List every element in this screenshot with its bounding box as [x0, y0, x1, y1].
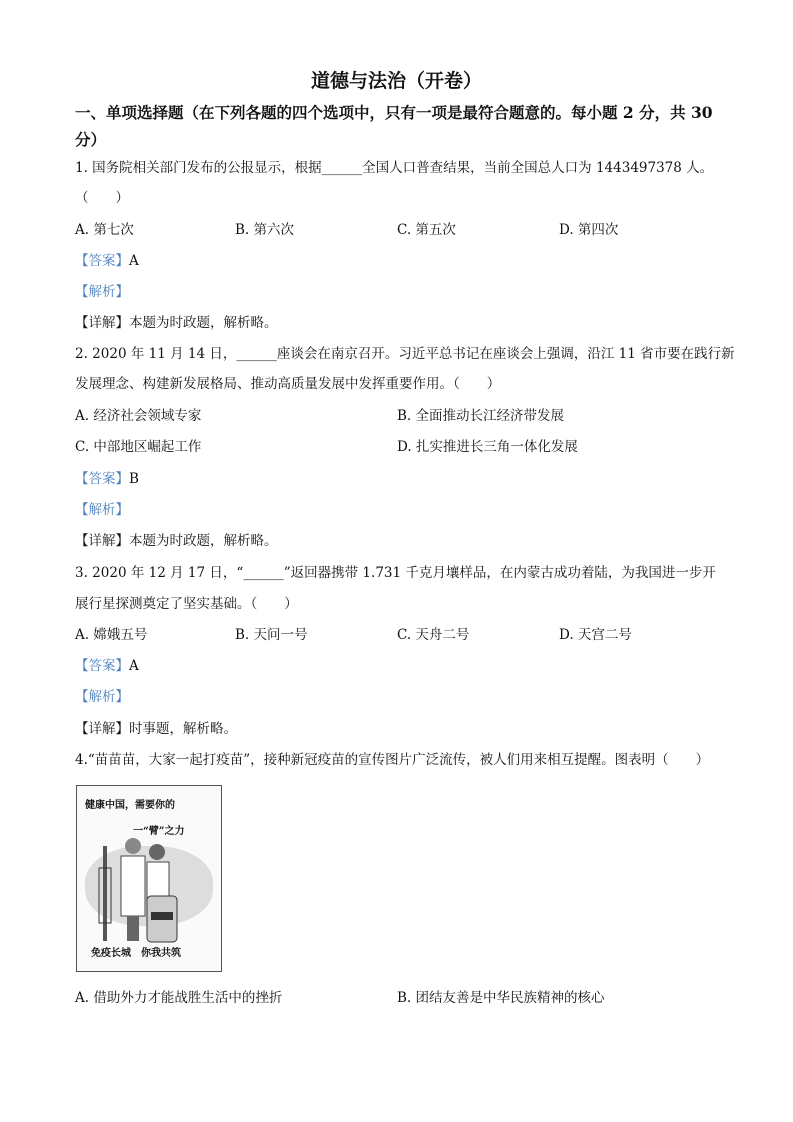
vaccine-poster-image — [76, 785, 222, 972]
question-3-text-cont: 展行星探测奠定了坚实基础。（ ） — [75, 596, 298, 612]
q3-analysis-label: 【解析】 — [75, 689, 129, 705]
answer-value: B — [129, 471, 139, 487]
q2-option-d: D. 扎实推进长三角一体化发展 — [397, 439, 578, 455]
question-3-text: 3. 2020 年 12 月 17 日，“______”返回器携带 1.731 千克月壤样品，在内蒙古成功着陆，为我国进一步开 — [75, 565, 716, 581]
q1-option-d: D. 第四次 — [559, 222, 619, 238]
answer-value: A — [129, 253, 139, 269]
q2-detail — [75, 532, 278, 550]
q1-analysis-label: 【解析】 — [75, 284, 129, 300]
q2-option-b: B. 全面推动长江经济带发展 — [397, 408, 565, 424]
q1-answer — [75, 252, 139, 270]
q1-option-c: C. 第五次 — [397, 222, 456, 238]
q3-option-b: B. 天问一号 — [235, 627, 308, 643]
detail-text: 本题为时政题，解析略。 — [129, 533, 278, 549]
question-1-text: 1. 国务院相关部门发布的公报显示，根据______全国人口普查结果，当前全国总人口为 1443497378 人。 — [75, 160, 714, 176]
section-heading-cont: 分） — [75, 130, 107, 149]
q2-option-a: A. 经济社会领域专家 — [75, 408, 202, 424]
answer-label: 【答案】 — [75, 471, 129, 487]
q2-option-c: C. 中部地区崛起工作 — [75, 439, 202, 455]
q3-option-a: A. 嫦娥五号 — [75, 627, 148, 643]
question-2-text: 2. 2020 年 11 月 14 日，______座谈会在南京召开。习近平总书记在座谈会上强调，沿江 11 省市要在践行新 — [75, 346, 735, 362]
poster-text-bottom: 免疫长城 你我共筑 — [91, 948, 181, 959]
q2-answer — [75, 470, 139, 488]
detail-label: 【详解】 — [75, 721, 129, 737]
answer-label: 【答案】 — [75, 253, 129, 269]
detail-label: 【详解】 — [75, 533, 129, 549]
section-heading: 一、单项选择题（在下列各题的四个选项中，只有一项是最符合题意的。每小题 2 分，共 30 — [75, 103, 713, 122]
q1-detail — [75, 314, 278, 332]
q3-answer — [75, 657, 139, 675]
detail-text: 时事题，解析略。 — [129, 721, 237, 737]
poster-text-top: 健康中国，需要你的 — [85, 800, 175, 811]
q3-option-d: D. 天宫二号 — [559, 627, 632, 643]
q1-option-b: B. 第六次 — [235, 222, 295, 238]
q4-option-a: A. 借助外力才能战胜生活中的挫折 — [75, 990, 283, 1006]
answer-label: 【答案】 — [75, 658, 129, 674]
question-4-text: 4.“苗苗苗，大家一起打疫苗”，接种新冠疫苗的宣传图片广泛流传，被人们用来相互提醒。图表明（ ） — [75, 752, 710, 768]
page-title: 道德与法治（开卷） — [310, 70, 482, 92]
q1-option-a: A. 第七次 — [75, 222, 134, 238]
poster-text-middle: 一“臂”之力 — [133, 826, 185, 837]
detail-label: 【详解】 — [75, 315, 129, 331]
q3-detail — [75, 720, 237, 738]
q4-option-b: B. 团结友善是中华民族精神的核心 — [397, 990, 605, 1006]
question-2-text-cont: 发展理念、构建新发展格局、推动高质量发展中发挥重要作用。（ ） — [75, 376, 501, 392]
detail-text: 本题为时政题，解析略。 — [129, 315, 278, 331]
answer-value: A — [129, 658, 139, 674]
q3-option-c: C. 天舟二号 — [397, 627, 470, 643]
question-1-text-cont: （ ） — [75, 190, 129, 206]
q2-analysis-label: 【解析】 — [75, 502, 129, 518]
